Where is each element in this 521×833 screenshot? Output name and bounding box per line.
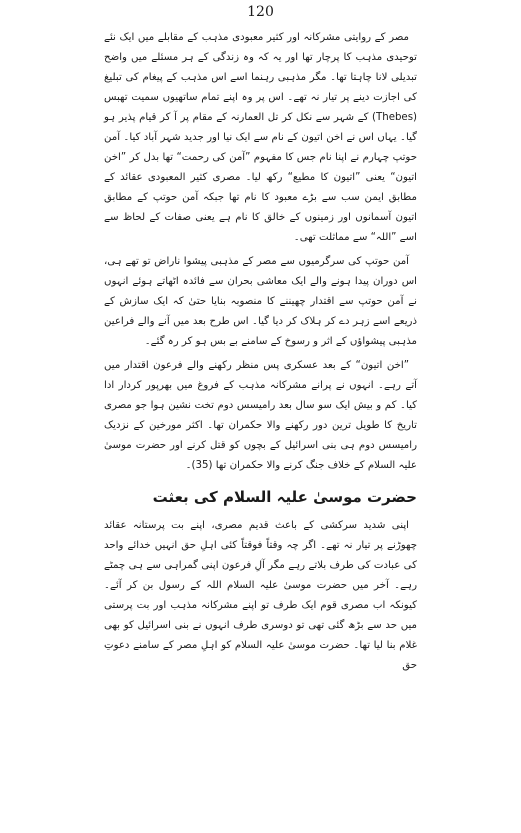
paragraph: آمن حوتپ کی سرگرمیوں سے مصر کے مذہبی پیشوا ناراض تو تھے ہی، اس دوران پیدا ہونے والے ایک معاشی بحران سے فائدہ اٹھاتے ہوئے انہوں نے آمن حوتپ سے اقتدار چھیننے کا منصوبہ بنایا حتیٰ کہ ایک سازش کے ذریعے اسے زہر دے کر ہلاک کر دیا گیا۔ اس طرح بعد میں آنے والے فراعین مذہبی پیشواؤں کے اثر و رسوخ کے سامنے بے بس ہو کر رہ گئے۔: [104, 256, 417, 347]
paragraph: مصر کے روایتی مشرکانہ اور کثیر معبودی مذہب کے مقابلے میں ایک نئے توحیدی مذہب کا پرچار تھا اور یہ کہ وہ زندگی کے ہر مسئلے میں واضح تبدیلی لانا چاہتا تھا۔ مگر مذہبی رہنما اسے اس مذہب کے پیغام کی تبلیغ کی اجازت دینے پر تیار نہ تھے۔ اس پر وہ اپنے تمام ساتھیوں سمیت تھبس (Thebes) کے شہر سے نکل کر تل العمارنہ کے مقام پر آ کر قیام پذیر ہو گیا۔ یہاں اس نے اخن اتیون کے نام سے ایک نیا اور جدید شہر آباد کیا۔ آمن حوتپ چہارم نے اپنا نام جس کا مفہوم ”آمن کی رحمت“ تھا بدل کر ”اخن اتیون“ یعنی ”اتیون کا مطیع“ رکھ لیا۔ مصری کثیر المعبودی عقائد کے مطابق ایمن سب سے بڑے معبود کا نام تھا جبکہ آمن حوتپ کے مطابق اتیون آسمانوں اور زمینوں کے خالق کا نام ہے یعنی صفات کے لحاظ سے اسے ”اللہ“ سے مماثلت تھی۔: [104, 32, 417, 243]
paragraph: اپنی شدید سرکشی کے باعث قدیم مصری، اپنے بت پرستانہ عقائد چھوڑنے پر تیار نہ تھے۔ اگر چہ وقتاً فوقتاً کئی اہلِ حق انہیں خدائے واحد کی عبادت کی طرف بلاتے رہے مگر آلِ فرعون اپنی گمراہی سے ہی چمٹے رہے۔ آخر میں حضرت موسیٰ علیہ السلام اللہ کے رسول بن کر آئے۔ کیونکہ اب مصری قوم ایک طرف تو اپنے مشرکانہ مذہب اور بت پرستی میں حد سے بڑھ گئی تھی تو دوسری طرف انہوں نے بنی اسرائیل کو بھی غلام بنا لیا تھا۔ حضرت موسیٰ علیہ السلام کو اہلِ مصر کے سامنے دعوتِ حق: [104, 520, 417, 671]
page-content: [104, 28, 417, 676]
page-number: 120: [247, 4, 274, 20]
paragraph: ”اخن اتیون“ کے بعد عسکری پس منظر رکھنے والے فرعون اقتدار میں آتے رہے۔ انہوں نے پرانے مشرکانہ مذہب کے فروغ میں بھرپور کردار ادا کیا۔ کم و بیش ایک سو سال بعد رامیسس دوم تخت نشین ہوا جو مصری تاریخ کا طویل ترین دور رکھنے والا حکمران تھا۔ اکثر مورخین کے نزدیک رامیسس دوم ہی بنی اسرائیل کے بچوں کو قتل کرنے اور حضرت موسیٰ علیہ السلام کے خلاف جنگ کرنے والا حکمران تھا (35)۔: [104, 360, 417, 471]
section-heading: حضرت موسیٰ علیہ السلام کی بعثت: [152, 488, 417, 506]
